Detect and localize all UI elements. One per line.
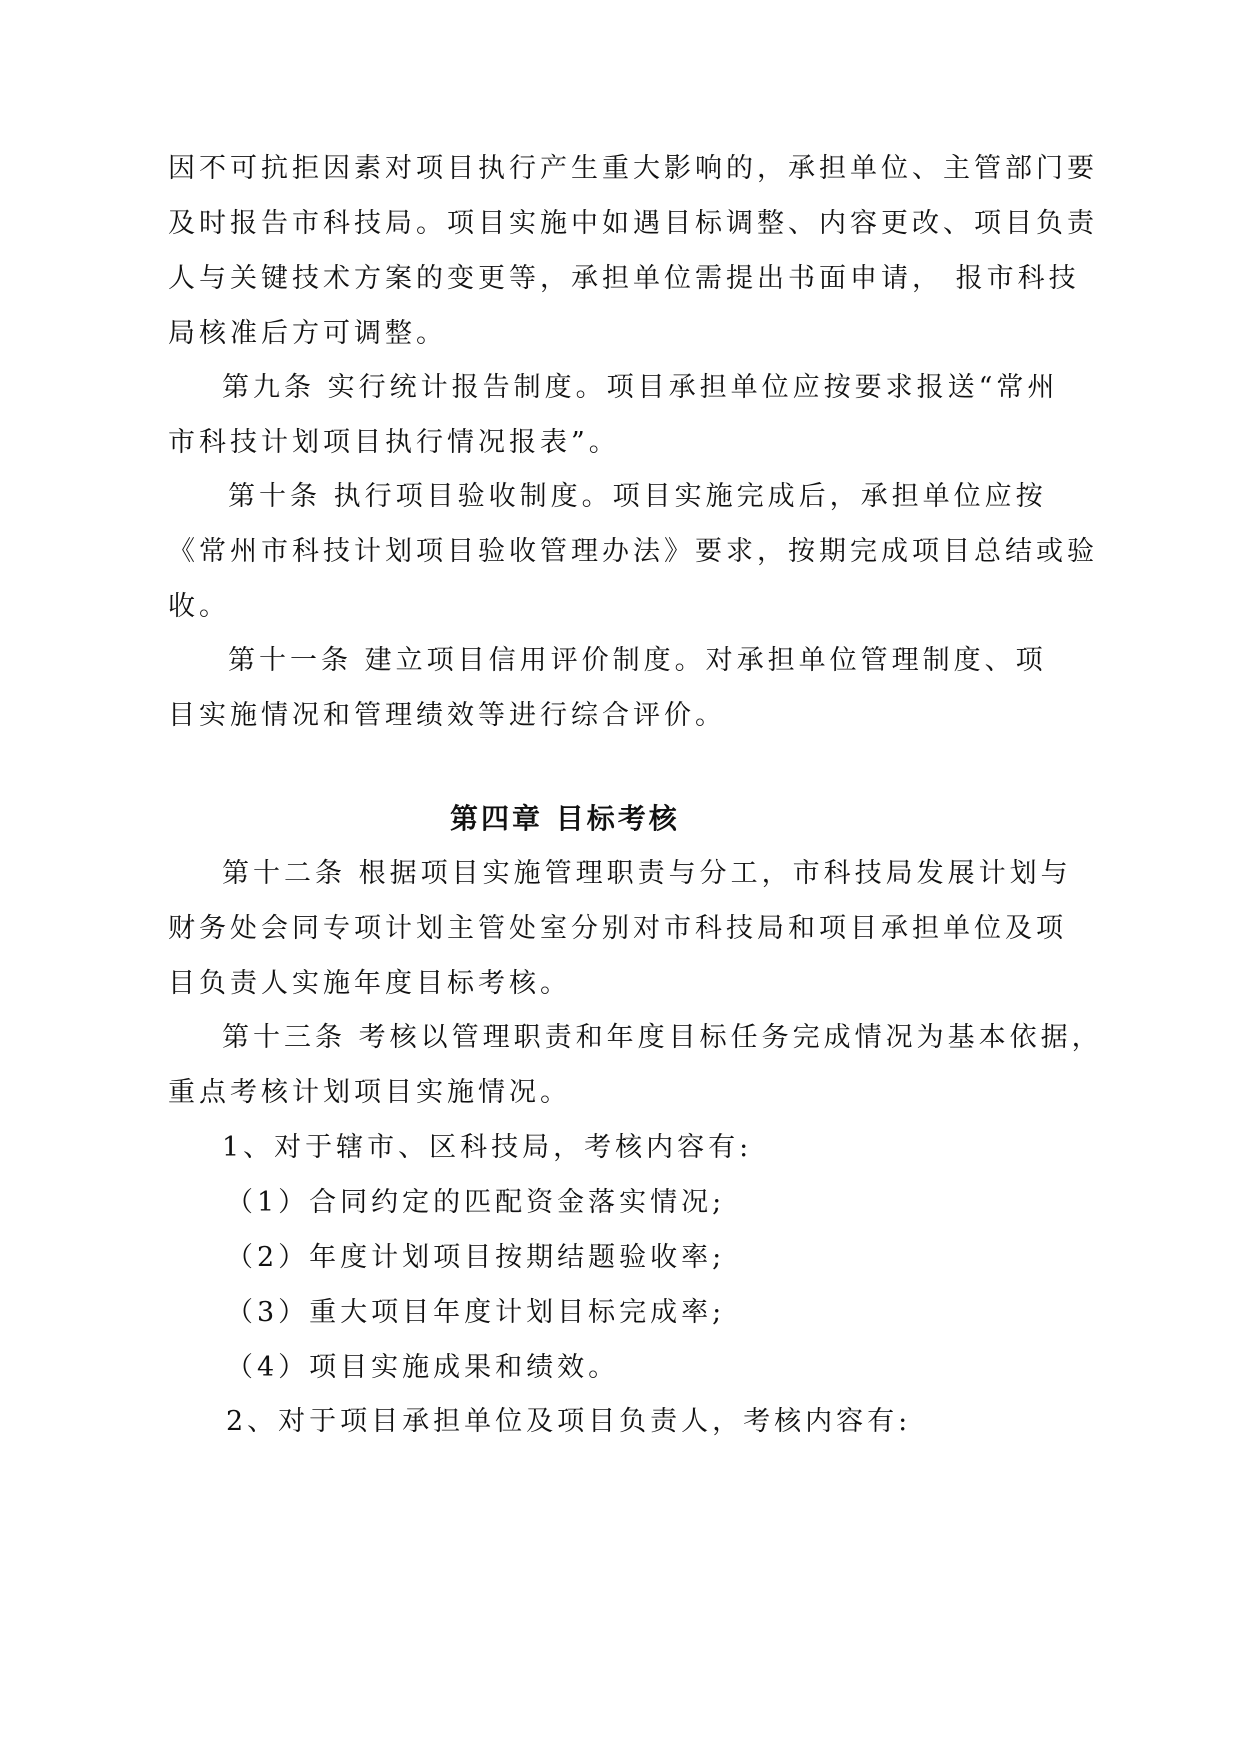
text-line: 第九条 实行统计报告制度。项目承担单位应按要求报送“常州 [222,372,1059,403]
list-item: （3）重大项目年度计划目标完成率; [226,1297,726,1328]
text-line: 局核准后方可调整。 [168,318,447,349]
text-line: 因不可抗拒因素对项目执行产生重大影响的，承担单位、主管部门要 [168,153,1098,184]
text-line: 及时报告市科技局。项目实施中如遇目标调整、内容更改、项目负责 [168,208,1098,239]
text-line: 目实施情况和管理绩效等进行综合评价。 [168,700,726,731]
list-item: （4）项目实施成果和绩效。 [226,1352,620,1383]
text-line: 第十条 执行项目验收制度。项目实施完成后，承担单位应按 [228,481,1047,512]
text-line: 人与关键技术方案的变更等，承担单位需提出书面申请， 报市科技 [168,263,1080,294]
text-line: 收。 [168,591,230,622]
list-heading: 2、对于项目承担单位及项目负责人，考核内容有: [226,1406,912,1437]
list-item: （1）合同约定的匹配资金落实情况; [226,1187,726,1218]
text-line: 财务处会同专项计划主管处室分别对市科技局和项目承担单位及项 [168,913,1067,944]
text-line: 第十二条 根据项目实施管理职责与分工，市科技局发展计划与 [222,858,1072,889]
text-line: 第十三条 考核以管理职责和年度目标任务完成情况为基本依据， [222,1022,1103,1053]
list-heading: 1、对于辖市、区科技局，考核内容有: [222,1132,753,1163]
text-line: 《常州市科技计划项目验收管理办法》要求，按期完成项目总结或验 [168,536,1098,567]
text-line: 目负责人实施年度目标考核。 [168,968,571,999]
chapter-title: 第四章 目标考核 [450,802,680,835]
text-line: 重点考核计划项目实施情况。 [168,1077,571,1108]
list-item: （2）年度计划项目按期结题验收率; [226,1242,726,1273]
text-line: 市科技计划项目执行情况报表”。 [168,427,620,458]
text-line: 第十一条 建立项目信用评价制度。对承担单位管理制度、项 [228,645,1047,676]
